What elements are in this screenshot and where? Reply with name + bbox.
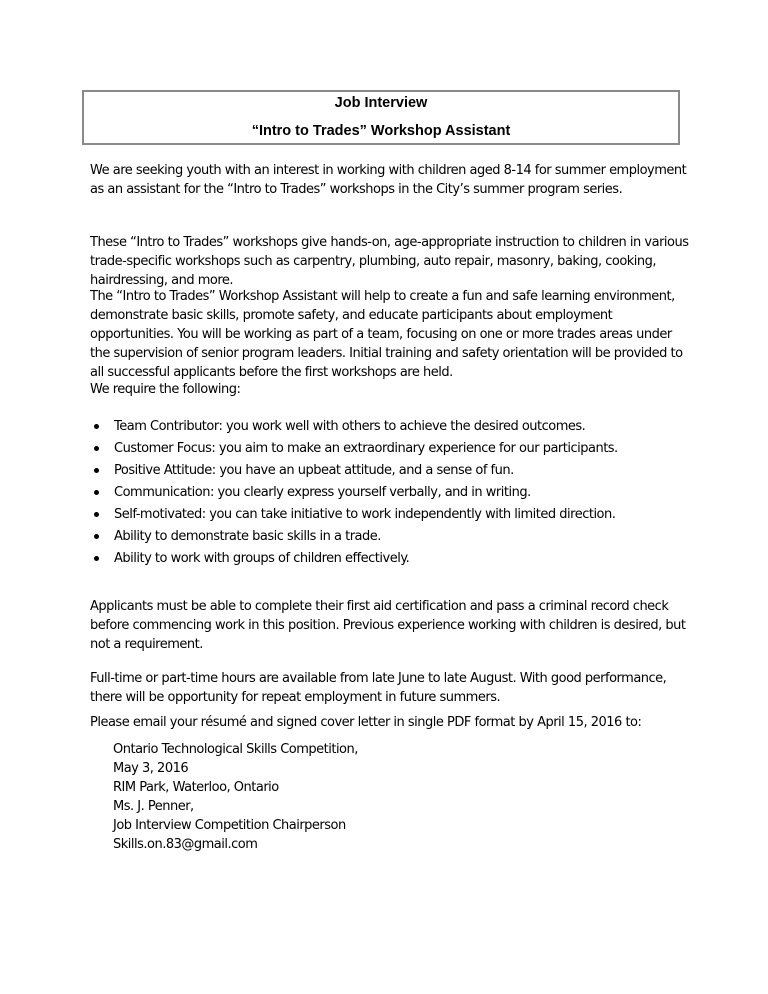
role-paragraph: The “Intro to Trades” Workshop Assistant will help to create a fun and safe learning environment, demonstrate basic skills, promote safety, and educate participants about employment opportunities. You will be working as part of a team, focusing on one or more trades areas under the supervision of senior program leaders. Initial training and safety orientation will be provided to all successful applicants before the first workshops are held. — [90, 289, 683, 380]
requirement-text: Ability to demonstrate basic skills in a trade. — [114, 529, 381, 544]
list-item — [90, 460, 690, 482]
requirement-text: Positive Attitude: you have an upbeat attitude, and a sense of fun. — [114, 463, 514, 478]
bullet-icon — [94, 512, 99, 517]
contact-email: Skills.on.83@gmail.com — [113, 837, 258, 852]
list-item — [90, 482, 690, 504]
list-item — [90, 526, 690, 548]
contact-address — [113, 740, 613, 854]
bullet-icon — [94, 490, 99, 495]
bullet-icon — [94, 468, 99, 473]
address-line: Job Interview Competition Chairperson — [113, 818, 346, 833]
about-paragraph: These “Intro to Trades” workshops give hands-on, age-appropriate instruction to children in various trade-specific workshops such as carpentry, plumbing, auto repair, masonry, baking, cooking, hairdressing, and more. — [90, 235, 689, 288]
address-line: RIM Park, Waterloo, Ontario — [113, 780, 279, 795]
list-item — [90, 548, 690, 570]
address-line: May 3, 2016 — [113, 761, 189, 776]
requirement-text: Ability to work with groups of children effectively. — [114, 551, 410, 566]
requirements-list — [90, 416, 690, 570]
list-item — [90, 416, 690, 438]
applicants-paragraph: Applicants must be able to complete their first aid certification and pass a criminal record check before commencing work in this position. Previous experience working with children is desired, but not a requirement. — [90, 599, 686, 652]
hours-paragraph: Full-time or part-time hours are available from late June to late August. With good performance, there will be opportunity for repeat employment in future summers. — [90, 671, 667, 705]
intro-paragraph: We are seeking youth with an interest in working with children aged 8-14 for summer employment as an assistant for the “Intro to Trades” workshops in the City’s summer program series. — [90, 163, 687, 197]
title-box — [82, 90, 680, 145]
bullet-icon — [94, 424, 99, 429]
job-title: “Intro to Trades” Workshop Assistant — [251, 123, 511, 139]
requirements-intro: We require the following: — [90, 382, 241, 397]
requirement-text: Self-motivated: you can take initiative to work independently with limited direction. — [114, 507, 616, 522]
list-item — [90, 504, 690, 526]
requirement-text: Communication: you clearly express yourself verbally, and in writing. — [114, 485, 531, 500]
bullet-icon — [94, 446, 99, 451]
requirement-text: Customer Focus: you aim to make an extraordinary experience for our participants. — [114, 441, 618, 456]
address-line: Ms. J. Penner, — [113, 799, 194, 814]
bullet-icon — [94, 556, 99, 561]
bullet-icon — [94, 534, 99, 539]
list-item — [90, 438, 690, 460]
apply-paragraph: Please email your résumé and signed cover letter in single PDF format by April 15, 2016 to: — [90, 715, 642, 730]
requirement-text: Team Contributor: you work well with others to achieve the desired outcomes. — [114, 419, 586, 434]
document-title: Job Interview — [334, 95, 428, 111]
address-line: Ontario Technological Skills Competition, — [113, 742, 358, 757]
